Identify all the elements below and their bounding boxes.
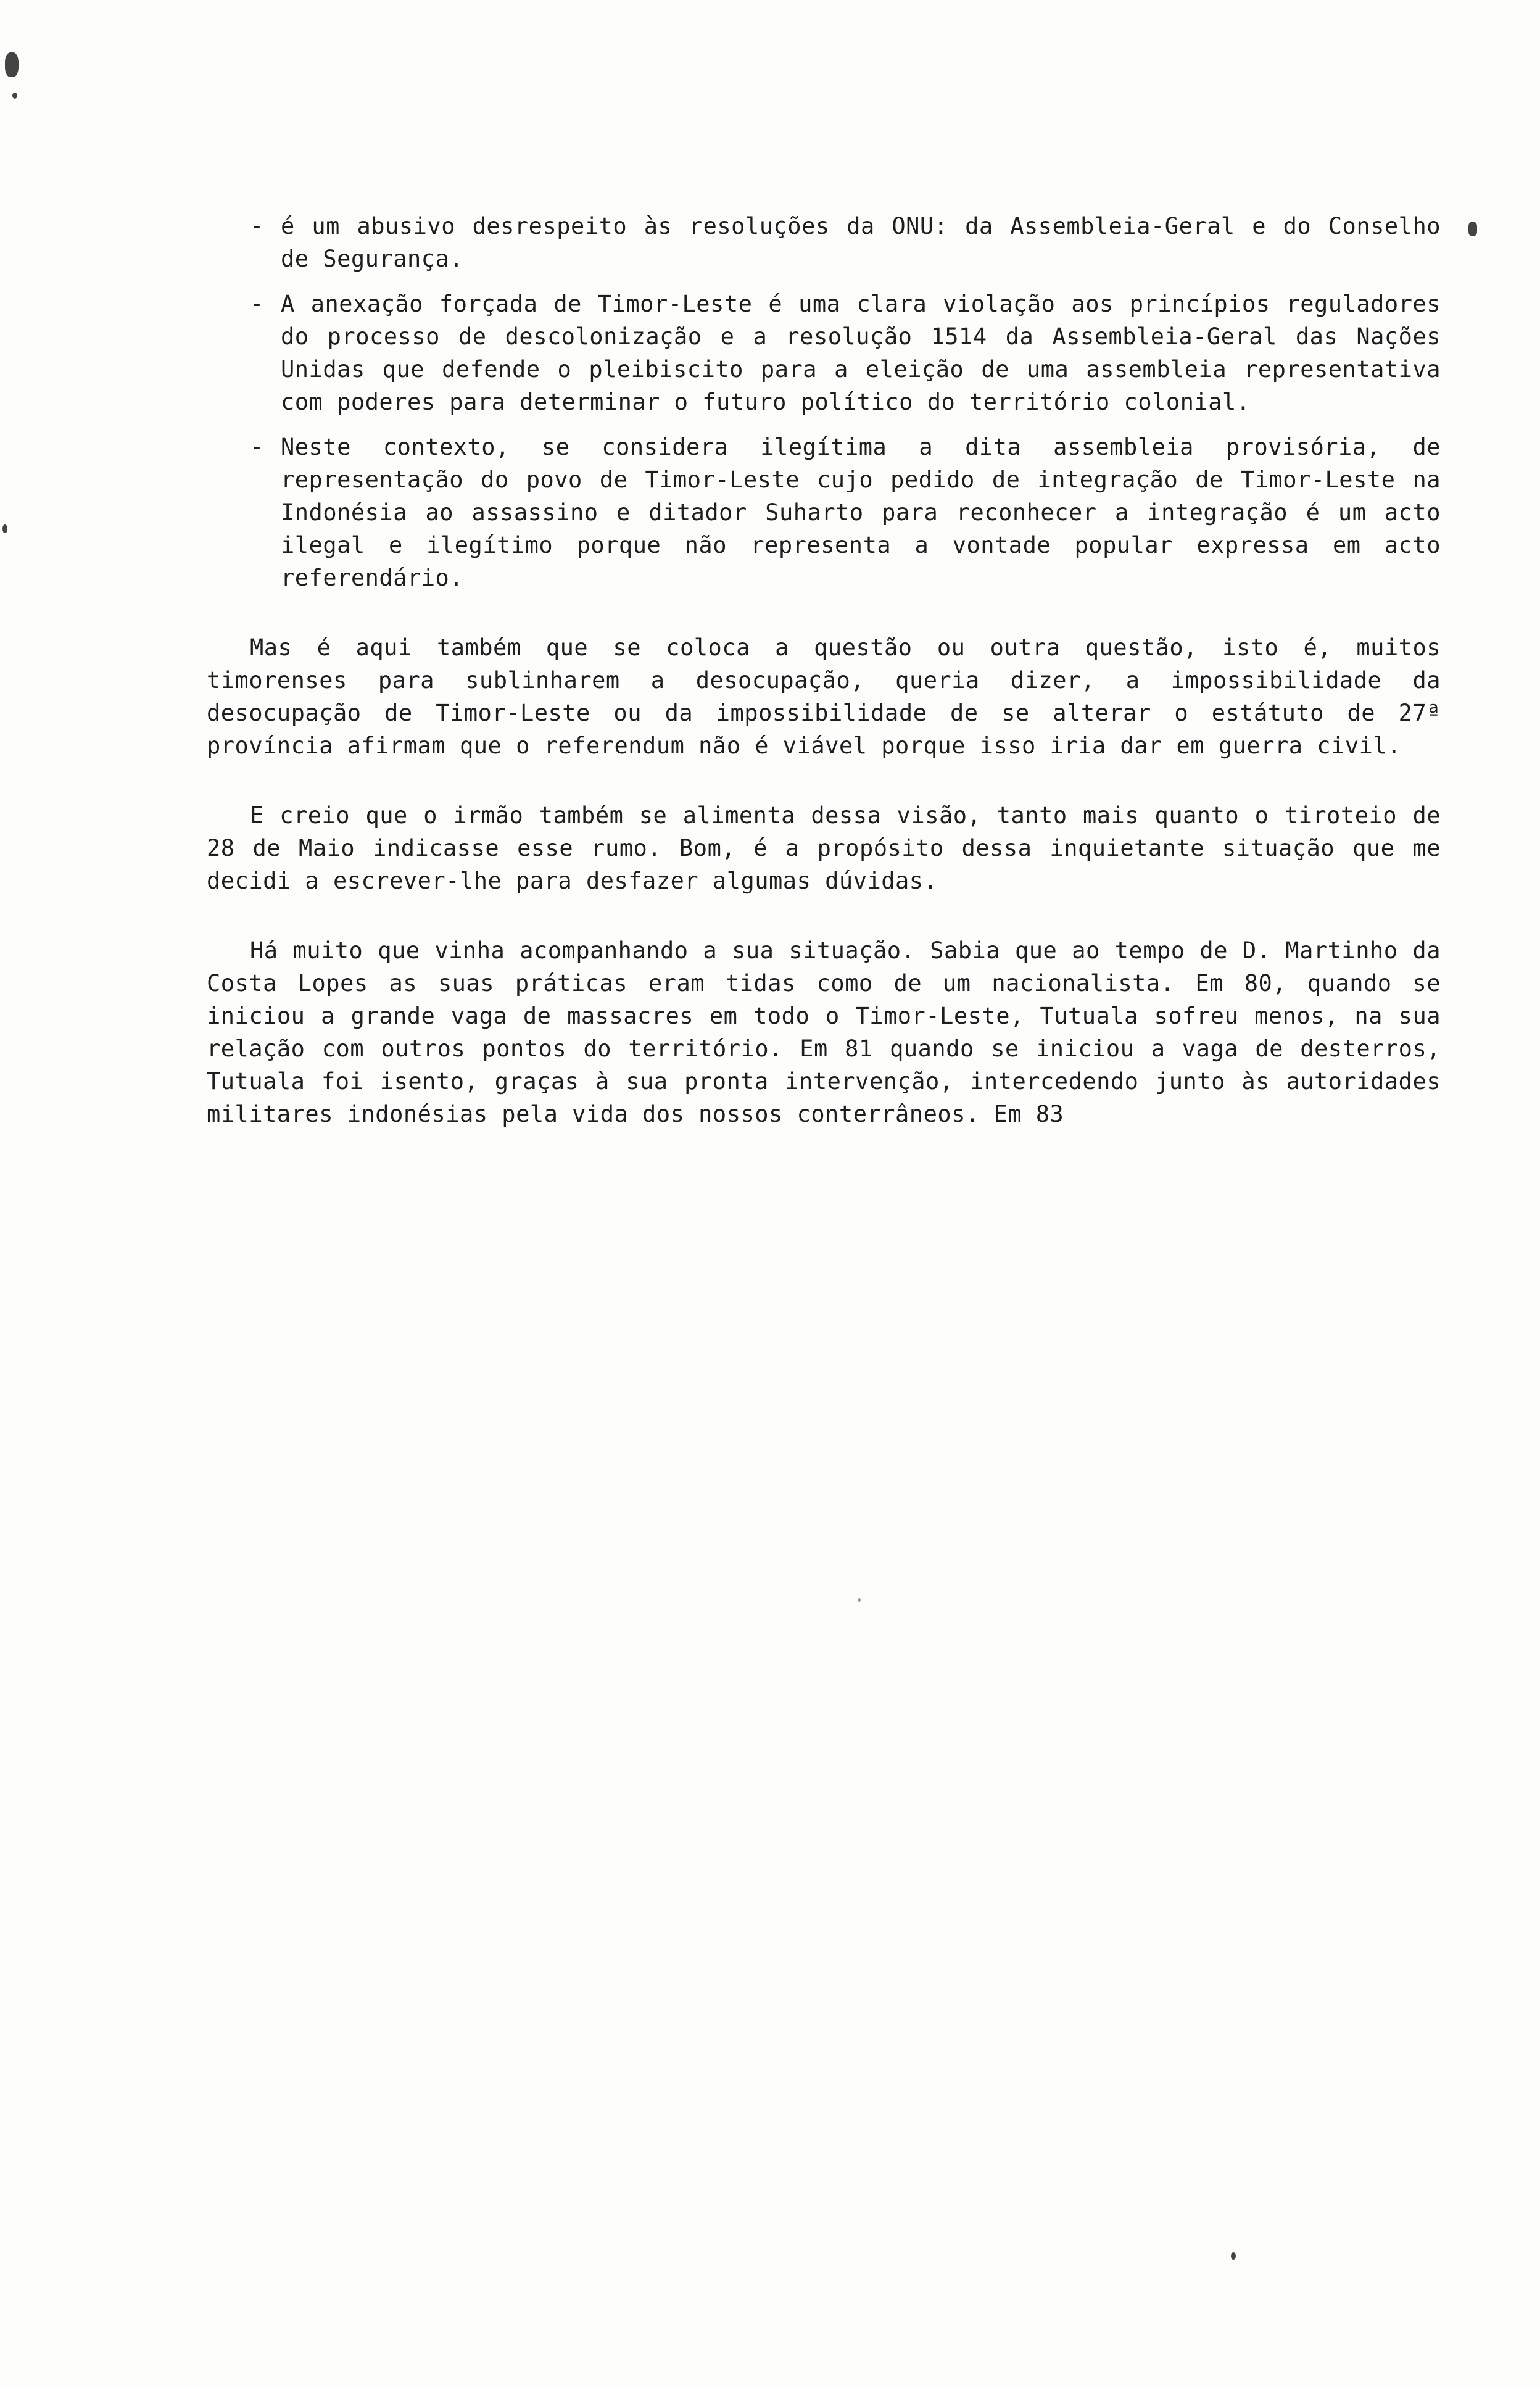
bullet-item [207,431,1441,594]
bullet-dash: - [250,434,264,460]
scan-mark [2,524,7,533]
document-body [207,210,1441,1130]
bullet-dash: - [250,213,264,239]
bullet-text: Neste contexto, se considera ilegítima a dita assembleia provisória, de representação do povo de Timor-Leste cujo pedido de integração de Timor-Leste na Indonésia ao assassino e ditador Suharto para reconhecer a integração é um acto ilegal e ilegítimo porque não representa a vontade popular expressa em acto referendário. [281,434,1441,591]
scan-mark [1468,222,1477,236]
body-paragraph: Mas é aqui também que se coloca a questão ou outra questão, isto é, muitos timorenses para sublinharem a desocupação, queria dizer, a impossibilidade da desocupação de Timor-Leste ou da impossibilidade de se alterar o estátuto de 27ª província afirmam que o referendum não é viável porque isso iria dar em guerra civil. [207,634,1441,759]
bullet-text: é um abusivo desrespeito às resoluções da ONU: da Assembleia-Geral e do Conselho de Segurança. [281,213,1441,272]
body-paragraph: Há muito que vinha acompanhando a sua situação. Sabia que ao tempo de D. Martinho da Costa Lopes as suas práticas eram tidas como de um nacionalista. Em 80, quando se iniciou a grande vaga de massacres em todo o Timor-Leste, Tutuala sofreu menos, na sua relação com outros pontos do território. Em 81 quando se iniciou a vaga de desterros, Tutuala foi isento, graças à sua pronta intervenção, intercedendo junto às autoridades militares indonésias pela vida dos nossos conterrâneos. Em 83 [207,937,1441,1127]
scan-mark [12,93,17,99]
bullet-item [207,210,1441,275]
bullet-dash: - [250,291,264,317]
scan-mark [858,1598,861,1602]
scan-mark [1231,2252,1236,2260]
scan-mark [5,52,19,77]
bullet-item [207,288,1441,418]
bullet-text: A anexação forçada de Timor-Leste é uma clara violação aos princípios reguladores do processo de descolonização e a resolução 1514 da Assembleia-Geral das Nações Unidas que defende o pleibiscito para a eleição de uma assembleia representativa com poderes para determinar o futuro político do território colonial. [281,291,1441,415]
body-paragraph: E creio que o irmão também se alimenta dessa visão, tanto mais quanto o tiroteio de 28 de Maio indicasse esse rumo. Bom, é a propósito dessa inquietante situação que me decidi a escrever-lhe para desfazer algumas dúvidas. [207,802,1441,894]
